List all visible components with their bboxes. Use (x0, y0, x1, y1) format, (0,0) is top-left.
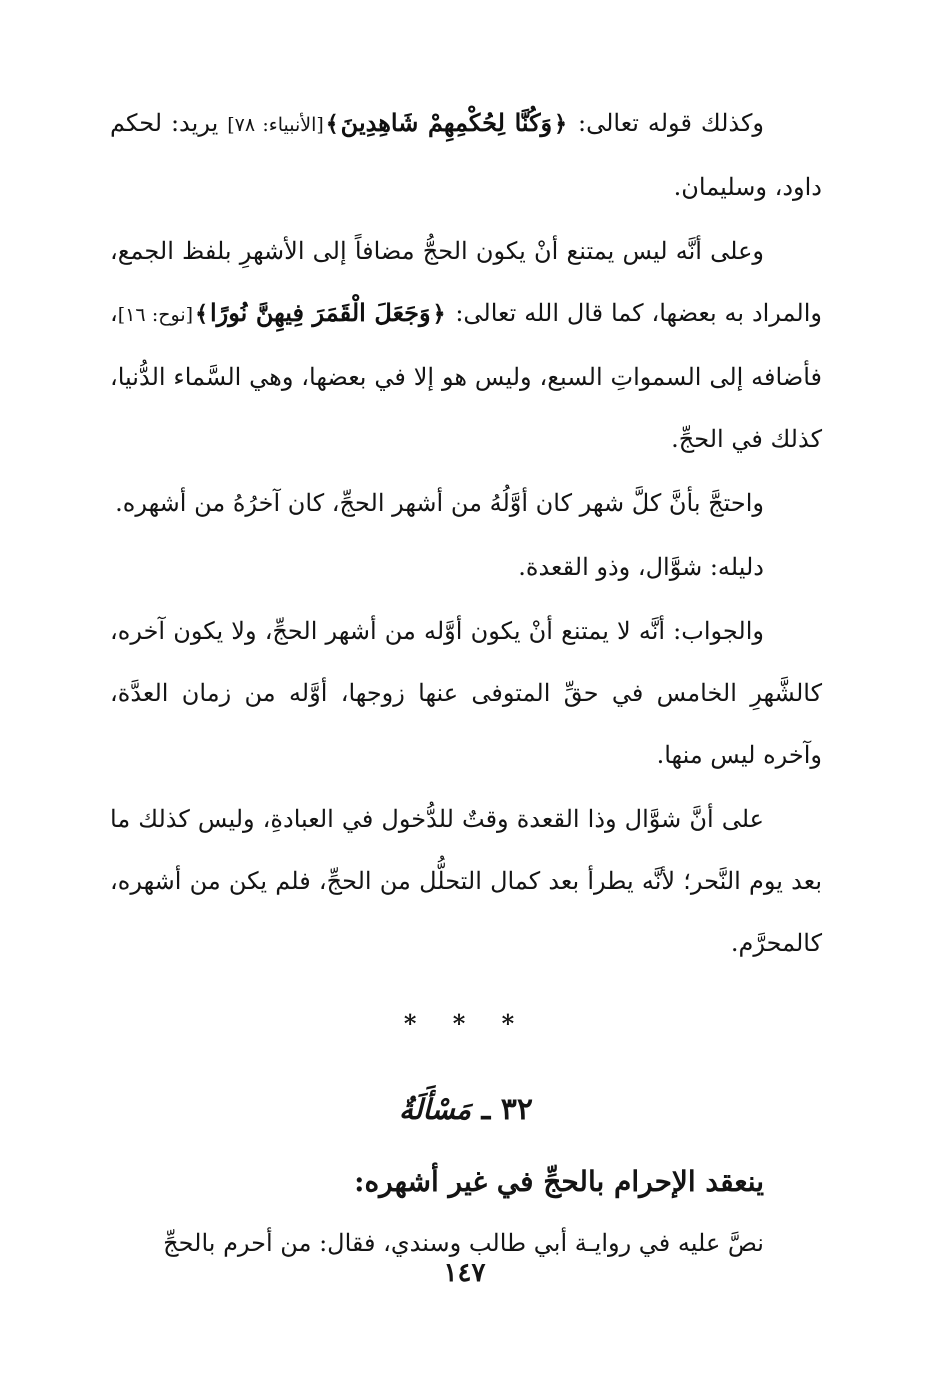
quran-verse-1 (324, 108, 569, 137)
paragraph-1-text: وكذلك قوله تعالى: (569, 109, 765, 137)
paragraph-4: دليله: شوَّال، وذو القعدة. (518, 553, 764, 581)
paragraph-2 (110, 220, 822, 470)
quran-verse-2-text: وَجَعَلَ الْقَمَرَ فِيهِنَّ نُورًا (209, 298, 431, 327)
section-title-word: مَسْأَلَةٌ (399, 1093, 472, 1126)
ornament-close-icon: ﴾ (325, 111, 339, 137)
verse-reference-1: [الأنبياء: ٧٨] (227, 114, 324, 136)
ornament-open-icon: ﴿ (432, 301, 446, 327)
ornament-open-icon: ﴿ (554, 111, 568, 137)
verse-reference-2: [نوح: ١٦] (117, 304, 194, 326)
paragraph-1-continuation: يريد: لحكم داود، وسليمان. (110, 109, 822, 201)
quran-verse-2 (193, 298, 447, 327)
section-dash: ـ (471, 1092, 501, 1127)
paragraph-7: نصَّ عليه في روايـة أبي طالب وسندي، فقال: من أحرم بالحجِّ (163, 1229, 764, 1257)
section-number: ٣٢ (500, 1092, 533, 1127)
question-heading: ينعقد الإحرام بالحجِّ في غير أشهره: (354, 1165, 764, 1198)
page-body (110, 92, 822, 1274)
paragraph-5: والجواب: أنَّه لا يمتنع أنْ يكون أوَّله من أشهر الحجِّ، ولا يكون آخره، كالشَّهرِ الخامس في حقِّ المتوفى عنها زوجها، أوَّله من زمان العدَّة، وآخره ليس منها. (110, 617, 822, 769)
paragraph-2-continuation: ، فأضافه إلى السمواتِ السبع، وليس هو إلا في بعضها، وهي السَّماء الدُّنيا، كذلك في الحجِّ. (110, 299, 822, 453)
paragraph-1 (110, 92, 822, 218)
page-number: ١٤٧ (443, 1258, 486, 1288)
paragraph-2-text: وعلى أنَّه ليس يمتنع أنْ يكون الحجُّ مضافاً إلى الأشهرِ بلفظ الجمع، والمراد به بعضها، كما قال الله تعالى: (110, 237, 822, 327)
ornament-close-icon: ﴾ (195, 301, 208, 327)
section-heading (110, 1082, 822, 1138)
quran-verse-1-text: وَكُنَّا لِحُكْمِهِمْ شَاهِدِينَ (340, 108, 553, 137)
paragraph-6: على أنَّ شوَّال وذا القعدة وقتٌ للدُّخول في العبادةِ، وليس كذلك ما بعد يوم النَّحر؛ لأنَّه يطرأ بعد كمال التحلُّل من الحجِّ، فلم يكن من أشهره، كالمحرَّم. (110, 805, 823, 957)
paragraph-3: واحتجَّ بأنَّ كلَّ شهر كان أوَّلُهُ من أشهر الحجِّ، كان آخرُهُ من أشهره. (115, 489, 764, 517)
section-separator: * * * (403, 1009, 529, 1038)
